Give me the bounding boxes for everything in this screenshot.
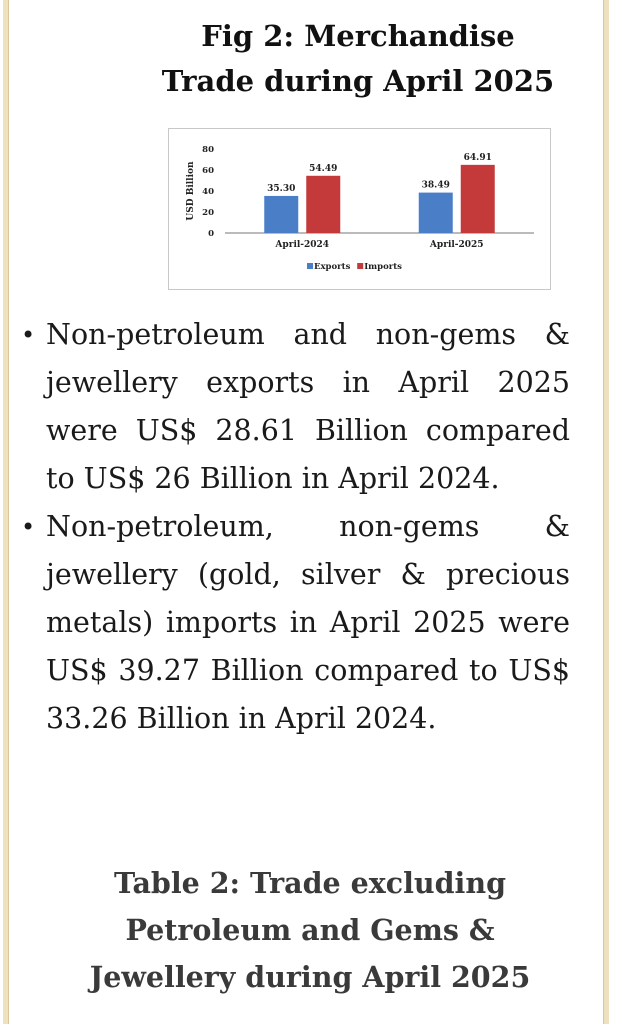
y-tick-label: 0 — [208, 229, 214, 239]
data-label: 64.91 — [463, 152, 492, 163]
bar-imports-april-2024 — [306, 176, 340, 233]
table-title-line-2: Petroleum and Gems & — [125, 913, 495, 947]
legend-label-exports: Exports — [314, 262, 351, 272]
table-title-line-3: Jewellery during April 2025 — [89, 960, 531, 994]
y-tick-label: 20 — [202, 208, 214, 218]
trade-bar-chart — [168, 128, 551, 290]
bullet-text-imports: Non-petroleum, non-gems & jewellery (gold, silver & precious metals) imports in April 2025 were US$ 39.27 Billion compared to US$ 33.26 Billion in April 2024. — [46, 510, 570, 735]
legend-label-imports: Imports — [364, 262, 402, 272]
y-tick-label: 40 — [202, 187, 214, 197]
bullet-dot-icon: • — [21, 321, 36, 349]
bullet-item-imports — [18, 503, 570, 743]
figure-title — [150, 14, 566, 104]
bullet-list — [18, 311, 570, 743]
table-title-line-1: Table 2: Trade excluding — [113, 866, 507, 900]
bullet-text-exports: Non-petroleum and non-gems & jewellery exports in April 2025 were US$ 28.61 Billion compared to US$ 26 Billion in April 2024. — [46, 318, 570, 495]
data-label: 54.49 — [309, 163, 338, 174]
page-border-left — [3, 0, 9, 1024]
data-label: 38.49 — [421, 180, 450, 191]
bar-imports-april-2025 — [461, 165, 495, 233]
bar-exports-april-2025 — [419, 193, 453, 233]
table-title — [40, 860, 580, 1001]
y-tick-label: 60 — [202, 166, 214, 176]
bar-exports-april-2024 — [264, 196, 298, 233]
x-tick-label: April-2024 — [275, 240, 330, 250]
figure-title-line-2: Trade during April 2025 — [161, 64, 555, 98]
y-tick-label: 80 — [202, 145, 214, 155]
legend-swatch-exports — [307, 263, 313, 269]
chart-svg — [169, 129, 550, 289]
legend-swatch-imports — [357, 263, 363, 269]
data-label: 35.30 — [267, 183, 296, 194]
y-axis-label: USD Billion — [186, 161, 196, 221]
x-tick-label: April-2025 — [429, 240, 484, 250]
bullet-item-exports — [18, 311, 570, 503]
page-border-right — [603, 0, 609, 1024]
bullet-dot-icon: • — [21, 513, 36, 541]
figure-title-line-1: Fig 2: Merchandise — [201, 19, 515, 53]
